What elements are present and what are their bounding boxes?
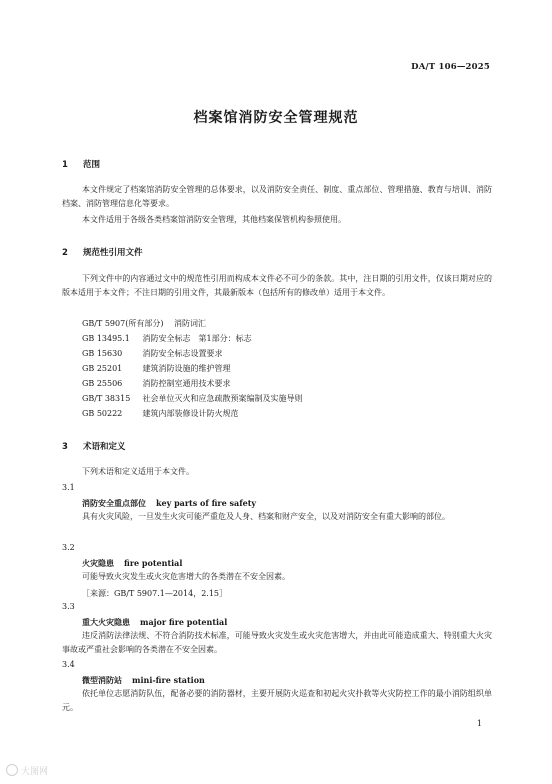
reference-code: GB 25201 xyxy=(82,364,123,373)
reference-item xyxy=(82,407,239,421)
section-title: 术语和定义 xyxy=(82,442,126,452)
term-heading xyxy=(82,498,256,509)
reference-code: GB 15630 xyxy=(82,349,123,358)
reference-name: 消防安全标志设置要求 xyxy=(142,349,223,358)
reference-code: GB 13495.1 xyxy=(82,334,130,343)
term-heading xyxy=(82,558,182,569)
term-zh: 微型消防站 xyxy=(82,676,122,685)
reference-name: 建筑内部装修设计防火规范 xyxy=(142,409,239,418)
reference-item xyxy=(82,317,206,331)
standard-code: DA/T 106—2025 xyxy=(411,62,490,72)
reference-name: 社会单位灭火和应急疏散预案编制及实施导则 xyxy=(142,394,303,403)
reference-code: GB 50222 xyxy=(82,409,123,418)
scope-paragraph-2: 本文件适用于各级各类档案馆消防安全管理，其他档案保管机构参照使用。 xyxy=(82,215,346,224)
reference-item xyxy=(82,362,231,376)
reference-code: GB 25506 xyxy=(82,379,123,388)
reference-item xyxy=(82,347,223,361)
terms-intro: 下列术语和定义适用于本文件。 xyxy=(82,467,194,476)
page-number: 1 xyxy=(476,719,482,728)
term-number: 3.3 xyxy=(62,602,75,611)
term-definition: 可能导致火灾发生或火灾危害增大的各类潜在不安全因素。 xyxy=(82,572,290,581)
watermark-text: 大图网 xyxy=(21,767,49,777)
section-number: 3 xyxy=(62,442,68,452)
term-en: fire potential xyxy=(124,558,183,568)
term-zh: 重大火灾隐患 xyxy=(82,618,130,627)
term-heading xyxy=(82,675,205,686)
watermark xyxy=(6,764,48,777)
term-definition: 违反消防法律法规、不符合消防技术标准，可能导致火灾发生或火灾危害增大，并由此可能造成重大、特别重大火灾事故或严重社会影响的各类潜在不安全因素。 xyxy=(62,631,492,654)
normative-intro: 下列文件中的内容通过文中的规范性引用而构成本文件必不可少的条款。其中，注日期的引用文件，仅该日期对应的版本适用于本文件；不注日期的引用文件，其最新版本（包括所有的修改单）适用于本文件。 xyxy=(62,274,492,297)
section-heading-normative xyxy=(62,246,142,258)
section-title: 范围 xyxy=(82,160,100,170)
reference-name: 建筑消防设施的维护管理 xyxy=(142,364,231,373)
watermark-logo-icon xyxy=(6,764,18,776)
term-zh: 消防安全重点部位 xyxy=(82,499,146,508)
term-source: ［来源：GB/T 5907.1—2014，2.15］ xyxy=(82,589,228,598)
term-definition: 具有火灾风险，一旦发生火灾可能严重危及人身、档案和财产安全，以及对消防安全有重大影响的部位。 xyxy=(82,512,450,521)
term-number: 3.1 xyxy=(62,483,75,492)
reference-item xyxy=(82,377,231,391)
section-number: 2 xyxy=(62,248,68,258)
reference-code: GB/T 5907(所有部分) xyxy=(82,319,164,328)
section-heading-terms xyxy=(62,440,125,452)
reference-item xyxy=(82,332,252,346)
reference-name: 消防控制室通用技术要求 xyxy=(142,379,231,388)
scope-paragraph-1: 本文件规定了档案馆消防安全管理的总体要求，以及消防安全责任、制度、重点部位、管理措施、教育与培训、消防档案、消防管理信息化等要求。 xyxy=(62,185,492,208)
section-number: 1 xyxy=(62,160,68,170)
section-heading-scope xyxy=(62,158,100,170)
term-en: mini-fire station xyxy=(132,675,205,685)
term-heading xyxy=(82,617,227,628)
term-number: 3.4 xyxy=(62,660,75,669)
term-number: 3.2 xyxy=(62,543,75,552)
reference-code: GB/T 38315 xyxy=(82,394,131,403)
document-title: 档案馆消防安全管理规范 xyxy=(193,110,359,126)
section-title: 规范性引用文件 xyxy=(82,248,143,258)
term-en: key parts of fire safety xyxy=(156,498,257,508)
term-en: major fire potential xyxy=(140,617,228,627)
term-zh: 火灾隐患 xyxy=(82,559,114,568)
reference-name: 消防安全标志 第1部分：标志 xyxy=(142,334,252,343)
reference-name: 消防词汇 xyxy=(174,319,206,328)
reference-item xyxy=(82,392,303,406)
term-definition: 依托单位志愿消防队伍，配备必要的消防器材，主要开展防火巡查和初起火灾扑救等火灾防控工作的最小消防组织单元。 xyxy=(62,689,492,712)
